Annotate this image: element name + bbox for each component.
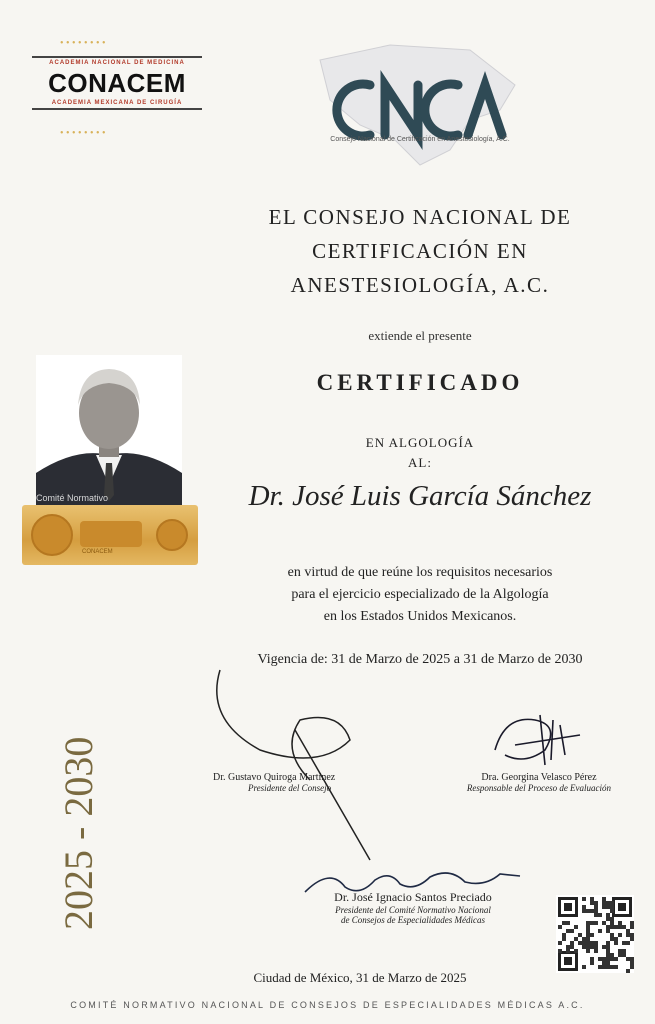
signature-velasco-icon xyxy=(485,705,605,775)
issuer-heading xyxy=(210,200,630,302)
body-text xyxy=(210,562,630,628)
conacem-title: CONACEM xyxy=(48,68,186,98)
signatory-3 xyxy=(288,890,538,925)
issuer-line: ANESTESIOLOGÍA, A.C. xyxy=(290,273,550,297)
signatory-role: Presidente del Consejo xyxy=(248,783,332,793)
divider xyxy=(32,56,202,58)
conacem-bottom-text: ACADEMIA MEXICANA DE CIRUGÍA xyxy=(51,100,183,106)
issuer-line: CERTIFICACIÓN EN xyxy=(312,239,528,263)
body-line: para el ejercicio especializado de la Algología xyxy=(291,587,549,602)
signatory-name: Dr. Gustavo Quiroga Martínez xyxy=(213,772,336,783)
place-date: Ciudad de México, 31 de Marzo de 2025 xyxy=(253,970,467,985)
signatory-2 xyxy=(463,772,615,793)
cnca-logo-icon xyxy=(300,40,530,175)
issuer-line: EL CONSEJO NACIONAL DE xyxy=(268,205,572,229)
gold-seal-strip xyxy=(22,505,198,565)
certificate-title: CERTIFICADO xyxy=(316,370,524,395)
signatory-name: Dr. José Ignacio Santos Preciado xyxy=(334,890,492,904)
conacem-logo xyxy=(32,56,202,110)
years-vertical xyxy=(50,685,110,930)
body-line: en virtud de que reúne los requisitos necesarios xyxy=(287,565,553,580)
signatory-1 xyxy=(213,772,335,793)
signatory-role: Presidente del Comité Normativo Nacional xyxy=(335,905,491,915)
recipient-photo xyxy=(36,355,182,510)
photo-watermark: Comité Normativo xyxy=(36,493,109,503)
body-line: en los Estados Unidos Mexicanos. xyxy=(323,609,517,624)
divider xyxy=(32,108,202,110)
seal-icon xyxy=(22,505,198,565)
signatory-role: de Consejos de Especialidades Médicas xyxy=(341,915,485,925)
years-text: 2025 - 2030 xyxy=(56,736,101,930)
decorative-dots: • • • • • • • • xyxy=(60,38,106,49)
cnca-caption: Consejo Nacional de Certificación en Anestesiología, A.C. xyxy=(330,136,510,143)
extends-text: extiende el presente xyxy=(368,328,472,343)
recipient-name: Dr. José Luis García Sánchez xyxy=(248,480,592,512)
validity-text: Vigencia de: 31 de Marzo de 2025 a 31 de Marzo de 2030 xyxy=(257,652,583,667)
seal-text: CONACEM xyxy=(82,549,113,555)
signatory-role: Responsable del Proceso de Evaluación xyxy=(466,783,612,793)
signature-quiroga-icon xyxy=(200,660,380,870)
specialty: EN ALGOLOGÍA xyxy=(365,435,475,450)
footer-text: COMITÉ NORMATIVO NACIONAL DE CONSEJOS DE ESPECIALIDADES MÉDICAS A.C. xyxy=(70,1000,585,1010)
signatory-name: Dra. Georgina Velasco Pérez xyxy=(481,772,597,783)
decorative-dots: • • • • • • • • xyxy=(60,128,106,139)
conacem-top-text: ACADEMIA NACIONAL DE MEDICINA xyxy=(49,60,185,66)
portrait-icon xyxy=(36,355,182,510)
specialty-block xyxy=(210,433,630,473)
to-label: AL: xyxy=(408,455,432,470)
qr-code-icon[interactable] xyxy=(556,895,634,973)
